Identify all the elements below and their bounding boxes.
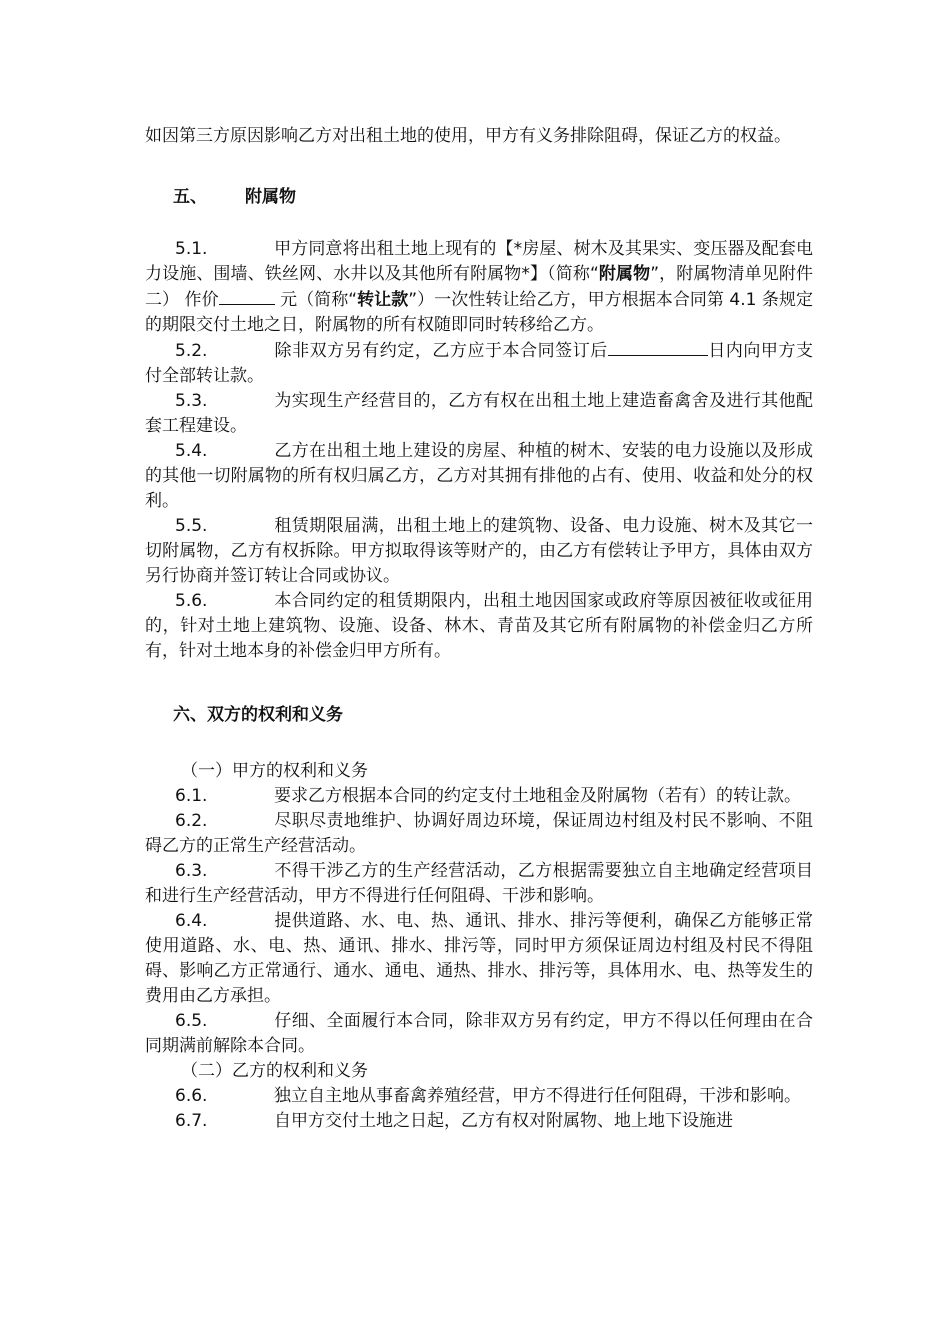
clause-6-1 [145,784,813,809]
clause-5-2 [145,338,813,389]
clause-number: 5.6. [175,591,208,611]
clause-6-4 [145,909,813,1009]
clause-text: 甲方同意将出租土地上现有的【*房屋、树木及其果实、变压器及配套电力设施、围墙、铁丝网、水井以及其他所有附属物*】（简称“ [145,239,813,284]
clause-6-6 [145,1084,813,1109]
clause-bold-term: 附属物 [598,264,651,284]
clause-text: 乙方在出租土地上建设的房屋、种植的树木、安装的电力设施以及形成的其他一切附属物的所有权归属乙方，乙方对其拥有排他的占有、使用、收益和处分的权利。 [145,441,813,511]
fill-in-blank[interactable] [608,338,708,356]
clause-number: 6.3. [175,861,208,881]
clause-text: 要求乙方根据本合同的约定支付土地租金及附属物（若有）的转让款。 [274,786,801,806]
clause-number: 5.4. [175,441,208,461]
clause-number: 5.3. [175,391,208,411]
clause-text: 独立自主地从事畜禽养殖经营，甲方不得进行任何阻碍，干涉和影响。 [274,1086,801,1106]
clause-text: 仔细、全面履行本合同，除非双方另有约定，甲方不得以任何理由在合同期满前解除本合同。 [145,1011,813,1056]
subsection-party-b: （二）乙方的权利和义务 [181,1061,368,1081]
clause-text: 元（简称“ [274,290,358,310]
clause-text: 自甲方交付土地之日起，乙方有权对附属物、地上地下设施进 [274,1111,733,1131]
clause-5-4 [145,439,813,514]
section-5-number: 五、 [173,187,207,207]
clause-number: 6.4. [175,911,208,931]
clause-6-7 [145,1109,813,1134]
clause-text: 尽职尽责地维护、协调好周边环境，保证周边村组及村民不影响、不阻碍乙方的正常生产经营活动。 [145,811,813,856]
clause-number: 6.1. [175,786,208,806]
clause-number: 5.2. [175,341,208,361]
clause-number: 6.2. [175,811,208,831]
clause-text: 为实现生产经营目的，乙方有权在出租土地上建造畜禽舍及进行其他配套工程建设。 [145,391,813,436]
section-5-heading [145,185,813,210]
clause-number: 6.7. [175,1111,208,1131]
clause-text: ”，附属物清单见附件二） 作价 [145,264,813,310]
clause-number: 5.1. [175,239,208,259]
clause-text: 本合同约定的租赁期限内，出租土地因国家或政府等原因被征收或征用的，针对土地上建筑物、设施、设备、林木、青苗及其它所有附属物的补偿金归乙方所有，针对土地本身的补偿金归甲方所有。 [145,591,813,661]
clause-text: 除非双方另有约定，乙方应于本合同签订后 [274,341,608,361]
clause-5-6 [145,589,813,664]
subsection-party-a: （一）甲方的权利和义务 [181,761,368,781]
section-6-heading: 六、双方的权利和义务 [173,705,343,725]
clause-text: 日内向甲方支付全部转让款。 [145,341,814,386]
clause-text: 提供道路、水、电、热、通讯、排水、排污等便利，确保乙方能够正常使用道路、水、电、热、通讯、排水、排污等，同时甲方须保证周边村组及村民不得阻碍、影响乙方正常通行、通水、通电、通热、排水、排污等，具体用水、电、热等发生的费用由乙方承担。 [145,911,813,1006]
clause-5-3 [145,389,813,439]
clause-text: 不得干涉乙方的生产经营活动，乙方根据需要独立自主地确定经营项目和进行生产经营活动，甲方不得进行任何阻碍、干涉和影响。 [145,861,813,906]
clause-number: 6.5. [175,1011,208,1031]
clause-5-1 [145,237,813,338]
fill-in-blank[interactable] [219,287,275,305]
clause-6-2 [145,809,813,859]
clause-text: ”）一次性转让给乙方，甲方根据本合同第 4.1 条规定的期限交付土地之日，附属物的所有权随即同时转移给乙方。 [145,290,813,335]
clause-bold-term: 转让款 [357,290,409,310]
clause-6-3 [145,859,813,909]
section-5-title: 附属物 [245,187,296,207]
intro-paragraph: 如因第三方原因影响乙方对出租土地的使用，甲方有义务排除阻碍，保证乙方的权益。 [145,126,791,146]
clause-number: 6.6. [175,1086,208,1106]
clause-6-5 [145,1009,813,1059]
clause-5-5 [145,514,813,589]
document-body [145,124,813,1134]
clause-text: 租赁期限届满，出租土地上的建筑物、设备、电力设施、树木及其它一切附属物，乙方有权拆除。甲方拟取得该等财产的，由乙方有偿转让予甲方，具体由双方另行协商并签订转让合同或协议。 [145,516,813,586]
clause-number: 5.5. [175,516,208,536]
